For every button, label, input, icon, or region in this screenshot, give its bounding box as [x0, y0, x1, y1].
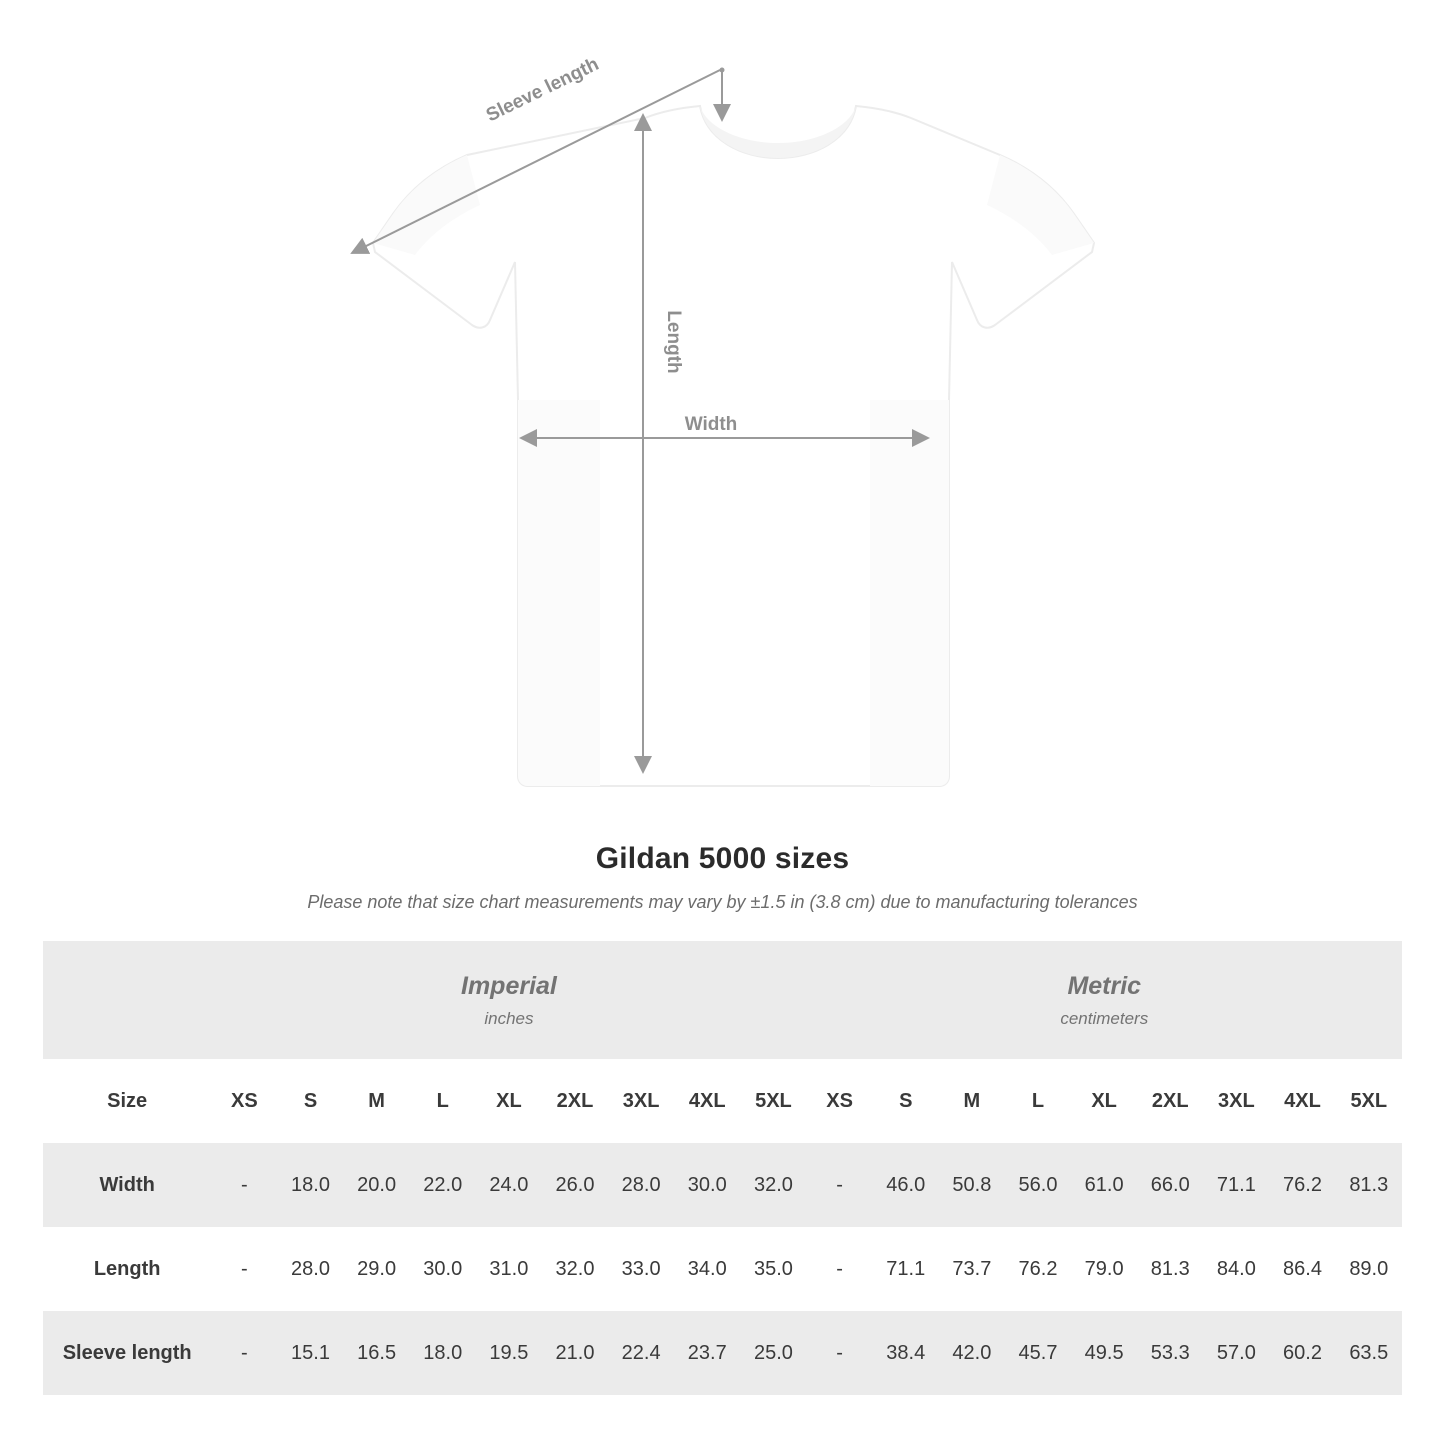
- width-label: Width: [684, 414, 738, 435]
- width-metric-5xl: 81.3: [1336, 1143, 1402, 1227]
- size-table: [43, 941, 1402, 1395]
- row-label-width: Width: [43, 1143, 211, 1227]
- width-imperial-3xl: 28.0: [608, 1143, 674, 1227]
- unit-group-metric-sub: centimeters: [1060, 1008, 1149, 1028]
- size-header-imperial-s: S: [277, 1059, 343, 1143]
- chart-title: Gildan 5000 sizes: [595, 842, 850, 875]
- length-label: Length: [663, 310, 684, 374]
- width-metric-xs: -: [807, 1143, 873, 1227]
- table-row-width: [43, 1143, 1402, 1227]
- title-block: [0, 842, 1445, 913]
- unit-group-imperial-name: Imperial: [461, 972, 557, 1001]
- width-imperial-m: 20.0: [344, 1143, 410, 1227]
- sleeve-imperial-xs: -: [211, 1311, 277, 1395]
- width-metric-m: 50.8: [939, 1143, 1005, 1227]
- length-metric-xl: 79.0: [1071, 1227, 1137, 1311]
- sleeve-metric-m: 42.0: [939, 1311, 1005, 1395]
- sleeve-imperial-5xl: 25.0: [740, 1311, 806, 1395]
- size-header-metric-s: S: [873, 1059, 939, 1143]
- size-header-metric-xs: XS: [807, 1059, 873, 1143]
- size-header-row: [43, 1059, 1402, 1143]
- size-header-metric-5xl: 5XL: [1336, 1059, 1402, 1143]
- size-header-imperial-l: L: [410, 1059, 476, 1143]
- sleeve-imperial-4xl: 23.7: [674, 1311, 740, 1395]
- table-row-length: [43, 1227, 1402, 1311]
- length-imperial-s: 28.0: [277, 1227, 343, 1311]
- size-header-metric-xl: XL: [1071, 1059, 1137, 1143]
- unit-header-spacer: [43, 941, 211, 1059]
- length-imperial-2xl: 32.0: [542, 1227, 608, 1311]
- sleeve-imperial-s: 15.1: [277, 1311, 343, 1395]
- length-metric-m: 73.7: [939, 1227, 1005, 1311]
- sleeve-metric-s: 38.4: [873, 1311, 939, 1395]
- sleeve-metric-l: 45.7: [1005, 1311, 1071, 1395]
- sleeve-imperial-m: 16.5: [344, 1311, 410, 1395]
- length-metric-s: 71.1: [873, 1227, 939, 1311]
- length-metric-xs: -: [807, 1227, 873, 1311]
- width-metric-2xl: 66.0: [1137, 1143, 1203, 1227]
- sleeve-metric-xs: -: [807, 1311, 873, 1395]
- width-metric-3xl: 71.1: [1203, 1143, 1269, 1227]
- length-imperial-4xl: 34.0: [674, 1227, 740, 1311]
- unit-group-metric: [807, 941, 1402, 1059]
- width-metric-s: 46.0: [873, 1143, 939, 1227]
- table-row-sleeve-length: [43, 1311, 1402, 1395]
- sleeve-imperial-l: 18.0: [410, 1311, 476, 1395]
- row-label-length: Length: [43, 1227, 211, 1311]
- size-header-metric-4xl: 4XL: [1269, 1059, 1335, 1143]
- unit-group-imperial: [211, 941, 806, 1059]
- length-metric-3xl: 84.0: [1203, 1227, 1269, 1311]
- sleeve-metric-3xl: 57.0: [1203, 1311, 1269, 1395]
- width-imperial-l: 22.0: [410, 1143, 476, 1227]
- length-metric-2xl: 81.3: [1137, 1227, 1203, 1311]
- width-metric-4xl: 76.2: [1269, 1143, 1335, 1227]
- size-header-imperial-xs: XS: [211, 1059, 277, 1143]
- sleeve-metric-2xl: 53.3: [1137, 1311, 1203, 1395]
- sleeve-imperial-xl: 19.5: [476, 1311, 542, 1395]
- width-metric-l: 56.0: [1005, 1143, 1071, 1227]
- size-table-wrapper: [43, 941, 1402, 1395]
- row-label-sleeve-length: Sleeve length: [43, 1311, 211, 1395]
- sleeve-metric-xl: 49.5: [1071, 1311, 1137, 1395]
- width-imperial-xs: -: [211, 1143, 277, 1227]
- length-metric-4xl: 86.4: [1269, 1227, 1335, 1311]
- width-metric-xl: 61.0: [1071, 1143, 1137, 1227]
- length-metric-l: 76.2: [1005, 1227, 1071, 1311]
- width-imperial-2xl: 26.0: [542, 1143, 608, 1227]
- length-imperial-3xl: 33.0: [608, 1227, 674, 1311]
- width-imperial-5xl: 32.0: [740, 1143, 806, 1227]
- size-header-label: Size: [43, 1059, 211, 1143]
- size-header-metric-3xl: 3XL: [1203, 1059, 1269, 1143]
- sleeve-length-label: Sleeve length: [482, 53, 603, 127]
- size-header-imperial-5xl: 5XL: [740, 1059, 806, 1143]
- chart-note: Please note that size chart measurements may vary by ±1.5 in (3.8 cm) due to manufacturing tolerances: [307, 892, 1138, 912]
- size-header-metric-l: L: [1005, 1059, 1071, 1143]
- width-imperial-4xl: 30.0: [674, 1143, 740, 1227]
- length-metric-5xl: 89.0: [1336, 1227, 1402, 1311]
- size-header-imperial-2xl: 2XL: [542, 1059, 608, 1143]
- size-header-imperial-xl: XL: [476, 1059, 542, 1143]
- length-imperial-l: 30.0: [410, 1227, 476, 1311]
- length-imperial-xs: -: [211, 1227, 277, 1311]
- length-imperial-5xl: 35.0: [740, 1227, 806, 1311]
- sleeve-imperial-3xl: 22.4: [608, 1311, 674, 1395]
- width-imperial-xl: 24.0: [476, 1143, 542, 1227]
- size-header-metric-m: M: [939, 1059, 1005, 1143]
- size-header-metric-2xl: 2XL: [1137, 1059, 1203, 1143]
- unit-header-row: [43, 941, 1402, 1059]
- sleeve-imperial-2xl: 21.0: [542, 1311, 608, 1395]
- size-header-imperial-3xl: 3XL: [608, 1059, 674, 1143]
- unit-group-metric-name: Metric: [1067, 972, 1142, 1001]
- width-imperial-s: 18.0: [277, 1143, 343, 1227]
- length-imperial-m: 29.0: [344, 1227, 410, 1311]
- size-header-imperial-4xl: 4XL: [674, 1059, 740, 1143]
- length-imperial-xl: 31.0: [476, 1227, 542, 1311]
- tshirt-shape: [373, 106, 1094, 786]
- sleeve-metric-5xl: 63.5: [1336, 1311, 1402, 1395]
- sleeve-metric-4xl: 60.2: [1269, 1311, 1335, 1395]
- size-header-imperial-m: M: [344, 1059, 410, 1143]
- unit-group-imperial-sub: inches: [484, 1008, 534, 1028]
